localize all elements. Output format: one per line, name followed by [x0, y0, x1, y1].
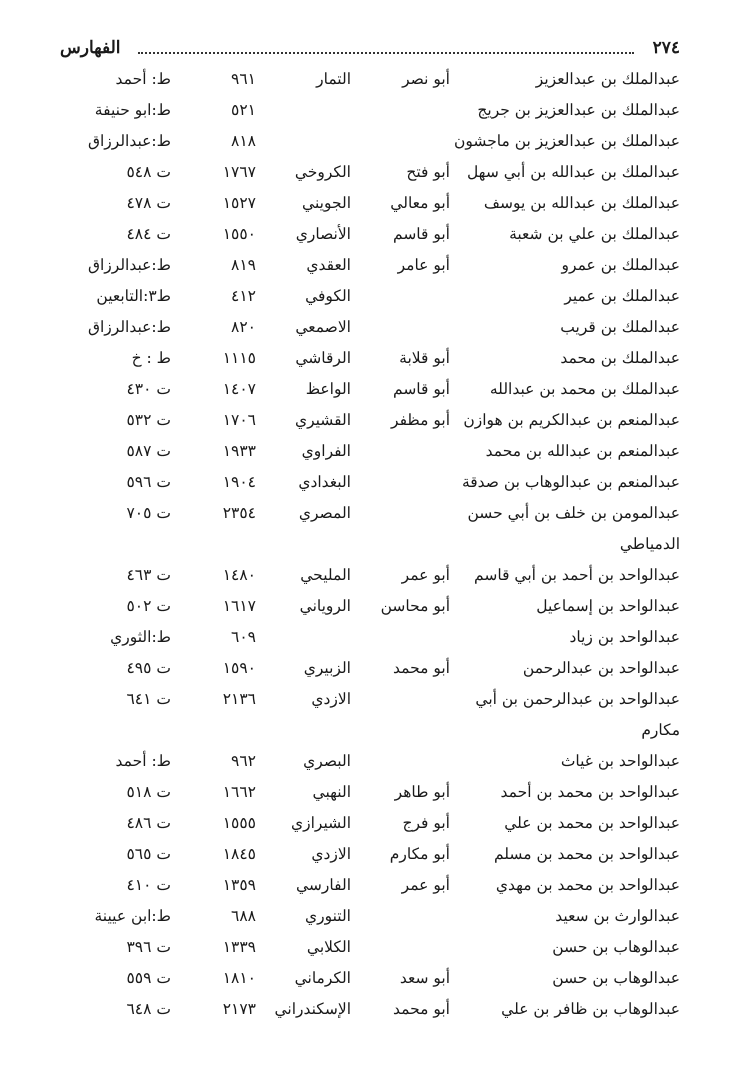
entry-reference: ت ٦٤٨ — [126, 1000, 171, 1018]
entry-name: عبدالملك بن عمير — [564, 287, 680, 305]
entry-number: ١٥٩٠ — [222, 659, 256, 677]
index-entry — [0, 220, 746, 251]
entry-number: ٨١٨ — [231, 132, 256, 150]
entry-reference: ت ٤٣٠ — [126, 380, 171, 398]
entry-name: عبدالملك بن عبدالله بن يوسف — [483, 194, 680, 212]
entry-name: عبدالواحد بن عبدالرحمن — [522, 659, 680, 677]
entry-number: ١٦١٧ — [222, 597, 256, 615]
entry-name: عبدالمنعم بن عبدالله بن محمد — [485, 442, 680, 460]
entry-kunya: أبو محاسن — [380, 597, 450, 615]
entry-number: ١٦٦٢ — [222, 783, 256, 801]
entry-reference: ط : خ — [131, 349, 171, 367]
entry-name-continuation: الدمياطي — [619, 535, 680, 553]
page-header — [60, 38, 680, 62]
entry-name: عبدالواحد بن عبدالرحمن بن أبي — [475, 690, 680, 708]
entry-kunya: أبو قاسم — [393, 380, 450, 398]
entry-name: عبدالملك بن عبدالعزيز — [535, 70, 680, 88]
entry-reference: ط:عبدالرزاق — [87, 318, 171, 336]
entry-name: عبدالملك بن علي بن شعبة — [509, 225, 680, 243]
index-entry — [0, 96, 746, 127]
entry-name: عبدالمنعم بن عبدالكريم بن هوازن — [463, 411, 680, 429]
entry-name: عبدالواحد بن محمد بن مهدي — [495, 876, 680, 894]
entry-reference: ت ٤٧٨ — [126, 194, 171, 212]
entry-number: ٨٢٠ — [231, 318, 256, 336]
entry-name: عبدالواحد بن أحمد بن أبي قاسم — [474, 566, 680, 584]
header-dotted-leader — [138, 42, 634, 54]
entry-reference: ت ٥٣٢ — [126, 411, 171, 429]
entry-reference: ط:الثوري — [110, 628, 171, 646]
entry-number: ١٥٥٥ — [222, 814, 256, 832]
entry-kunya: أبو فرج — [402, 814, 450, 832]
index-entry — [0, 964, 746, 995]
entry-reference: ط:ابن عيينة — [94, 907, 171, 925]
entry-name: عبدالوهاب بن ظافر بن علي — [501, 1000, 680, 1018]
index-entry — [0, 344, 746, 375]
index-entry — [0, 189, 746, 220]
entry-kunya: أبو محمد — [393, 659, 450, 677]
entry-number: ١٩٣٣ — [222, 442, 256, 460]
index-entry-continuation — [0, 716, 746, 747]
entry-kunya: أبو سعد — [399, 969, 450, 987]
index-entry — [0, 468, 746, 499]
entry-kunya: أبو قاسم — [393, 225, 450, 243]
entry-reference: ت ٤٨٦ — [126, 814, 171, 832]
entry-nisba: التمار — [316, 70, 351, 88]
entry-kunya: أبو طاهر — [394, 783, 450, 801]
entry-nisba: الازدي — [311, 690, 351, 708]
entry-number: ١٩٠٤ — [222, 473, 256, 491]
entry-name: عبدالواحد بن إسماعيل — [536, 597, 680, 615]
entry-nisba: الزبيري — [303, 659, 351, 677]
entry-number: ١٨٤٥ — [222, 845, 256, 863]
entry-name: عبدالملك بن عبدالعزيز بن جريج — [477, 101, 680, 119]
entry-kunya: أبو فتح — [406, 163, 450, 181]
entry-reference: ت ٤٩٥ — [126, 659, 171, 677]
entry-nisba: التنوري — [304, 907, 351, 925]
entry-kunya: أبو مكارم — [389, 845, 450, 863]
entry-number: ١٤٠٧ — [222, 380, 256, 398]
entry-nisba: المليحي — [300, 566, 351, 584]
entry-name: عبدالواحد بن زياد — [569, 628, 680, 646]
entry-nisba: الروياني — [299, 597, 351, 615]
entry-name: عبدالملك بن محمد — [560, 349, 680, 367]
index-entry — [0, 437, 746, 468]
entry-number: ٢١٧٣ — [222, 1000, 256, 1018]
section-title: الفهارس — [60, 38, 121, 58]
entry-reference: ط:ابو حنيفة — [94, 101, 171, 119]
entry-kunya: أبو قلابة — [399, 349, 450, 367]
entry-reference: ت ٤٦٣ — [126, 566, 171, 584]
entry-nisba: العقدي — [306, 256, 351, 274]
entry-kunya: أبو عمر — [401, 566, 450, 584]
index-entry-continuation — [0, 530, 746, 561]
entry-kunya: أبو معالي — [390, 194, 450, 212]
entry-nisba: الإسكندراني — [274, 1000, 351, 1018]
entry-nisba: الاصمعي — [295, 318, 351, 336]
entry-nisba: القشيري — [294, 411, 351, 429]
index-entry — [0, 995, 746, 1026]
entry-name: عبدالوارث بن سعيد — [555, 907, 680, 925]
entry-name: عبدالواحد بن محمد بن علي — [504, 814, 680, 832]
entry-reference: ت ٥٦٥ — [126, 845, 171, 863]
index-entry — [0, 375, 746, 406]
index-entry — [0, 592, 746, 623]
entry-name: عبدالملك بن عبدالله بن أبي سهل — [466, 163, 680, 181]
index-entry — [0, 685, 746, 716]
entry-nisba: النهبي — [312, 783, 351, 801]
index-entries — [0, 65, 746, 1026]
index-entry — [0, 623, 746, 654]
entry-reference: ت ٣٩٦ — [126, 938, 171, 956]
index-entry — [0, 499, 746, 530]
entry-number: ٢٣٥٤ — [222, 504, 256, 522]
entry-kunya: أبو عامر — [397, 256, 450, 274]
index-entry — [0, 313, 746, 344]
entry-number: ١٣٣٩ — [222, 938, 256, 956]
entry-name: عبدالملك بن عبدالعزيز بن ماجشون — [454, 132, 680, 150]
index-entry — [0, 158, 746, 189]
entry-reference: ت ٥٥٩ — [126, 969, 171, 987]
entry-nisba: الكروخي — [294, 163, 351, 181]
index-entry — [0, 778, 746, 809]
entry-kunya: أبو عمر — [401, 876, 450, 894]
index-entry — [0, 561, 746, 592]
entry-name: عبدالوهاب بن حسن — [552, 938, 680, 956]
entry-name: عبدالمومن بن خلف بن أبي حسن — [467, 504, 680, 522]
entry-nisba: الازدي — [311, 845, 351, 863]
entry-number: ١٧٦٧ — [222, 163, 256, 181]
index-entry — [0, 933, 746, 964]
entry-nisba: البصري — [303, 752, 351, 770]
index-entry — [0, 871, 746, 902]
entry-reference: ط٣:التابعين — [96, 287, 171, 305]
entry-name: عبدالملك بن عمرو — [561, 256, 680, 274]
index-entry — [0, 840, 746, 871]
entry-reference: ت ٥١٨ — [126, 783, 171, 801]
entry-number: ٩٦١ — [231, 70, 256, 88]
entry-name: عبدالواحد بن غياث — [560, 752, 680, 770]
index-entry — [0, 747, 746, 778]
entry-number: ٤١٢ — [231, 287, 256, 305]
entry-reference: ت ٥٩٦ — [126, 473, 171, 491]
entry-kunya: أبو مظفر — [391, 411, 450, 429]
entry-nisba: الشيرازي — [290, 814, 351, 832]
entry-reference: ط: أحمد — [115, 70, 171, 88]
entry-number: ١١١٥ — [222, 349, 256, 367]
entry-kunya: أبو محمد — [393, 1000, 450, 1018]
entry-number: ٦٠٩ — [231, 628, 256, 646]
entry-reference: ت ٤١٠ — [126, 876, 171, 894]
entry-nisba: المصري — [298, 504, 351, 522]
entry-number: ٩٦٢ — [231, 752, 256, 770]
entry-reference: ت ٤٨٤ — [126, 225, 171, 243]
entry-reference: ت ٧٠٥ — [126, 504, 171, 522]
entry-number: ٥٢١ — [231, 101, 256, 119]
entry-reference: ط:عبدالرزاق — [87, 132, 171, 150]
entry-nisba: الفراوي — [301, 442, 351, 460]
entry-number: ١٣٥٩ — [222, 876, 256, 894]
index-entry — [0, 902, 746, 933]
entry-kunya: أبو نصر — [402, 70, 450, 88]
entry-nisba: الكلابي — [306, 938, 351, 956]
entry-nisba: البغدادي — [298, 473, 351, 491]
entry-nisba: الجويني — [302, 194, 351, 212]
entry-reference: ت ٦٤١ — [126, 690, 171, 708]
index-entry — [0, 127, 746, 158]
entry-reference: ت ٥٠٢ — [126, 597, 171, 615]
entry-number: ٢١٣٦ — [222, 690, 256, 708]
entry-nisba: الرقاشي — [295, 349, 351, 367]
entry-number: ١٨١٠ — [222, 969, 256, 987]
entry-number: ١٥٥٠ — [222, 225, 256, 243]
index-entry — [0, 251, 746, 282]
entry-nisba: الواعظ — [305, 380, 351, 398]
entry-name-continuation: مكارم — [641, 721, 680, 739]
entry-name: عبدالواحد بن محمد بن أحمد — [500, 783, 680, 801]
entry-number: ١٤٨٠ — [222, 566, 256, 584]
entry-nisba: الكرماني — [294, 969, 351, 987]
entry-number: ٨١٩ — [231, 256, 256, 274]
entry-name: عبدالملك بن محمد بن عبدالله — [489, 380, 680, 398]
index-entry — [0, 282, 746, 313]
entry-nisba: الأنصاري — [295, 225, 351, 243]
entry-nisba: الكوفي — [305, 287, 351, 305]
entry-number: ١٧٠٦ — [222, 411, 256, 429]
entry-reference: ت ٥٨٧ — [126, 442, 171, 460]
index-entry — [0, 809, 746, 840]
entry-reference: ط: أحمد — [115, 752, 171, 770]
entry-reference: ت ٥٤٨ — [126, 163, 171, 181]
entry-nisba: الفارسي — [296, 876, 351, 894]
entry-name: عبدالوهاب بن حسن — [552, 969, 680, 987]
entry-number: ١٥٢٧ — [222, 194, 256, 212]
index-entry — [0, 65, 746, 96]
entry-name: عبدالملك بن قريب — [560, 318, 680, 336]
page-number: ٢٧٤ — [652, 38, 680, 58]
index-entry — [0, 406, 746, 437]
entry-name: عبدالواحد بن محمد بن مسلم — [493, 845, 680, 863]
entry-reference: ط:عبدالرزاق — [87, 256, 171, 274]
entry-name: عبدالمنعم بن عبدالوهاب بن صدقة — [461, 473, 680, 491]
entry-number: ٦٨٨ — [231, 907, 256, 925]
index-entry — [0, 654, 746, 685]
